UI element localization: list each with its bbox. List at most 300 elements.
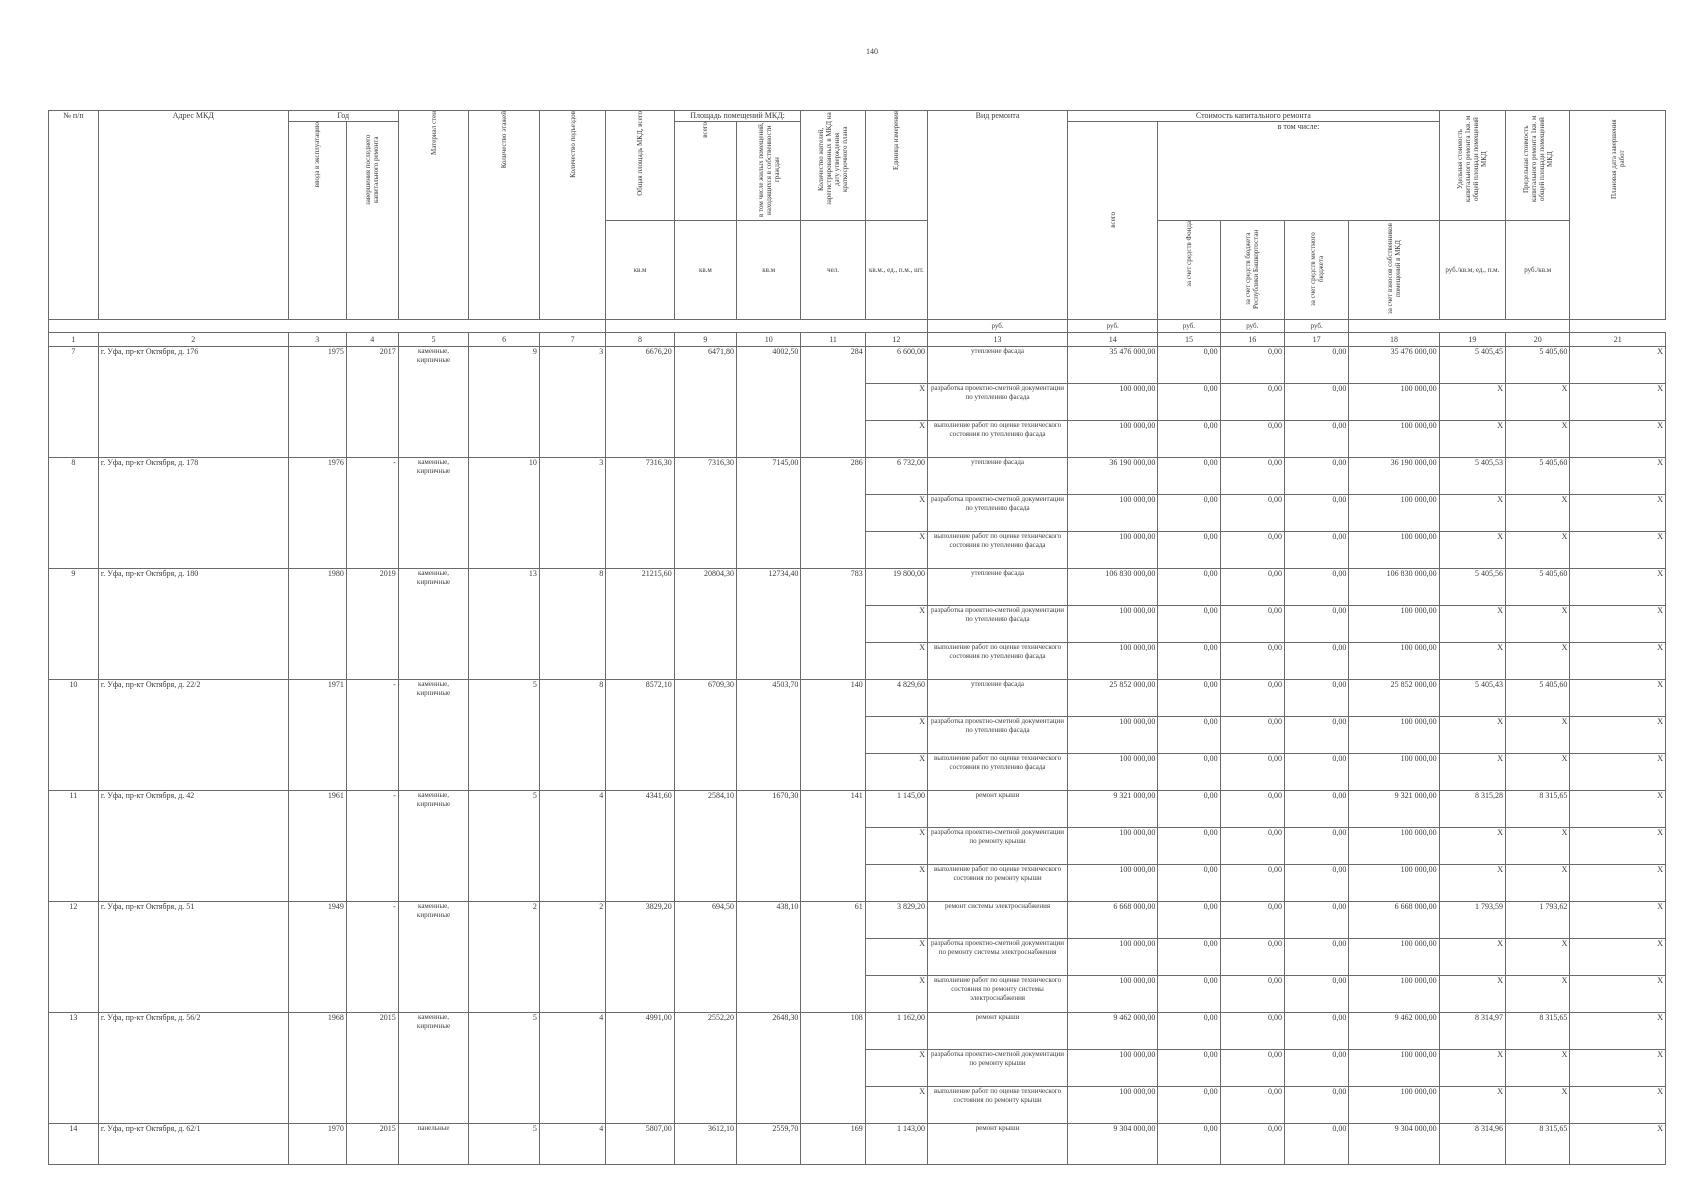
- row-address: г. Уфа, пр-кт Октября, д. 42: [98, 791, 288, 902]
- item-cost-owners: 9 462 000,00: [1349, 1013, 1439, 1050]
- unit-cell: кв.м: [606, 221, 674, 320]
- item-planned-date: X: [1570, 939, 1666, 976]
- header-cost-local: за счет средств местного бюджета: [1284, 221, 1348, 320]
- item-cost-total: 9 304 000,00: [1068, 1124, 1158, 1165]
- header-cost-owners: за счет взносов собственников помещений в МКД: [1349, 221, 1439, 320]
- column-number: 13: [927, 333, 1067, 347]
- item-cost-local: 0,00: [1284, 569, 1348, 606]
- row-number: 11: [49, 791, 99, 902]
- item-cost-total: 6 668 000,00: [1068, 902, 1158, 939]
- item-quantity: X: [865, 1087, 927, 1124]
- item-cost-local: 0,00: [1284, 828, 1348, 865]
- column-number: 12: [865, 333, 927, 347]
- item-planned-date: X: [1570, 347, 1666, 384]
- row-area-residential: 2648,30: [737, 1013, 801, 1124]
- item-unit-cost: X: [1439, 421, 1505, 458]
- row-total-area: 3829,20: [606, 902, 674, 1013]
- row-floors: 5: [469, 1124, 540, 1165]
- unit-cell: чел.: [801, 221, 865, 320]
- item-planned-date: X: [1570, 754, 1666, 791]
- item-max-cost: X: [1506, 606, 1570, 643]
- row-area-total: 694,50: [674, 902, 736, 1013]
- item-cost-local: 0,00: [1284, 939, 1348, 976]
- item-cost-local: 0,00: [1284, 902, 1348, 939]
- header-year-commission: ввода в эксплуатацию: [288, 122, 346, 320]
- table-row: [49, 1013, 1666, 1050]
- item-unit-cost: X: [1439, 754, 1505, 791]
- header-cost-republic: за счет средств бюджета Республики Башкортостан: [1220, 221, 1284, 320]
- item-cost-local: 0,00: [1284, 643, 1348, 680]
- item-planned-date: X: [1570, 458, 1666, 495]
- item-repair-type: утепление фасада: [927, 347, 1067, 384]
- row-year-commission: 1975: [288, 347, 346, 458]
- item-cost-total: 100 000,00: [1068, 532, 1158, 569]
- column-number: 10: [737, 333, 801, 347]
- table-row: [49, 791, 1666, 828]
- item-unit-cost: X: [1439, 606, 1505, 643]
- item-unit-cost: 5 405,53: [1439, 458, 1505, 495]
- item-cost-local: 0,00: [1284, 1013, 1348, 1050]
- column-number: 7: [539, 333, 605, 347]
- item-cost-total: 100 000,00: [1068, 606, 1158, 643]
- item-max-cost: X: [1506, 865, 1570, 902]
- item-cost-total: 100 000,00: [1068, 1087, 1158, 1124]
- unit-cell: кв.м: [737, 221, 801, 320]
- item-cost-local: 0,00: [1284, 865, 1348, 902]
- row-wall-material: каменные, кирпичные: [398, 1013, 469, 1124]
- item-planned-date: X: [1570, 569, 1666, 606]
- item-quantity: 1 162,00: [865, 1013, 927, 1050]
- item-repair-type: ремонт крыши: [927, 1013, 1067, 1050]
- row-area-total: 6471,80: [674, 347, 736, 458]
- header-max-cost: Предельная стоимость капитального ремонта 1кв. м общей площади помещений МКД: [1506, 111, 1570, 221]
- item-quantity: X: [865, 1050, 927, 1087]
- item-unit-cost: X: [1439, 532, 1505, 569]
- item-repair-type: разработка проектно-сметной документации по утеплению фасада: [927, 717, 1067, 754]
- item-cost-local: 0,00: [1284, 532, 1348, 569]
- row-year-commission: 1976: [288, 458, 346, 569]
- row-floors: 10: [469, 458, 540, 569]
- row-year-last-repair: 2017: [346, 347, 398, 458]
- item-quantity: X: [865, 865, 927, 902]
- item-planned-date: X: [1570, 680, 1666, 717]
- row-floors: 2: [469, 902, 540, 1013]
- item-repair-type: утепление фасада: [927, 458, 1067, 495]
- column-number: 15: [1158, 333, 1220, 347]
- item-cost-republic: 0,00: [1220, 384, 1284, 421]
- row-year-last-repair: 2019: [346, 569, 398, 680]
- item-cost-republic: 0,00: [1220, 643, 1284, 680]
- item-planned-date: X: [1570, 976, 1666, 1013]
- column-number: 3: [288, 333, 346, 347]
- item-planned-date: X: [1570, 791, 1666, 828]
- item-max-cost: X: [1506, 1050, 1570, 1087]
- column-number: 18: [1349, 333, 1439, 347]
- item-unit-cost: 8 314,97: [1439, 1013, 1505, 1050]
- row-total-area: 21215,60: [606, 569, 674, 680]
- item-cost-republic: 0,00: [1220, 865, 1284, 902]
- item-cost-republic: 0,00: [1220, 458, 1284, 495]
- row-total-area: 7316,30: [606, 458, 674, 569]
- item-cost-local: 0,00: [1284, 976, 1348, 1013]
- item-cost-owners: 100 000,00: [1349, 976, 1439, 1013]
- table-row: [49, 458, 1666, 495]
- item-cost-fund: 0,00: [1158, 532, 1220, 569]
- row-entrances: 4: [539, 791, 605, 902]
- item-quantity: X: [865, 643, 927, 680]
- item-cost-republic: 0,00: [1220, 828, 1284, 865]
- table-body: [49, 347, 1666, 1165]
- item-cost-total: 35 476 000,00: [1068, 347, 1158, 384]
- item-repair-type: ремонт крыши: [927, 791, 1067, 828]
- item-cost-owners: 9 304 000,00: [1349, 1124, 1439, 1165]
- item-max-cost: 5 405,60: [1506, 458, 1570, 495]
- item-cost-owners: 100 000,00: [1349, 643, 1439, 680]
- row-area-total: 7316,30: [674, 458, 736, 569]
- table-row: [49, 347, 1666, 384]
- row-entrances: 8: [539, 569, 605, 680]
- unit-cell: руб.: [1284, 320, 1348, 333]
- item-cost-fund: 0,00: [1158, 1013, 1220, 1050]
- row-wall-material: каменные, кирпичные: [398, 680, 469, 791]
- column-number: 19: [1439, 333, 1505, 347]
- unit-cell: кв.м: [674, 221, 736, 320]
- item-max-cost: X: [1506, 495, 1570, 532]
- row-area-total: 2552,20: [674, 1013, 736, 1124]
- row-total-area: 5807,00: [606, 1124, 674, 1165]
- item-quantity: X: [865, 828, 927, 865]
- row-area-residential: 12734,40: [737, 569, 801, 680]
- row-total-area: 4341,60: [606, 791, 674, 902]
- item-cost-fund: 0,00: [1158, 1050, 1220, 1087]
- item-max-cost: X: [1506, 976, 1570, 1013]
- unit-cell: кв.м., ед., п.м., шт.: [865, 221, 927, 320]
- item-cost-republic: 0,00: [1220, 347, 1284, 384]
- column-number: 11: [801, 333, 865, 347]
- item-cost-fund: 0,00: [1158, 791, 1220, 828]
- header-num: № п/п: [49, 111, 99, 320]
- item-cost-total: 36 190 000,00: [1068, 458, 1158, 495]
- table-header: [49, 111, 1666, 347]
- item-cost-owners: 100 000,00: [1349, 1087, 1439, 1124]
- item-cost-fund: 0,00: [1158, 384, 1220, 421]
- header-total-area: Общая площадь МКД, всего: [606, 111, 674, 221]
- row-year-last-repair: -: [346, 902, 398, 1013]
- row-total-area: 6676,20: [606, 347, 674, 458]
- row-area-total: 6709,30: [674, 680, 736, 791]
- row-wall-material: каменные, кирпичные: [398, 791, 469, 902]
- item-max-cost: X: [1506, 717, 1570, 754]
- item-cost-fund: 0,00: [1158, 865, 1220, 902]
- item-planned-date: X: [1570, 1050, 1666, 1087]
- item-cost-owners: 100 000,00: [1349, 717, 1439, 754]
- item-repair-type: выполнение работ по оценке технического состояния по утеплению фасада: [927, 754, 1067, 791]
- item-repair-type: разработка проектно-сметной документации по ремонту крыши: [927, 828, 1067, 865]
- item-cost-republic: 0,00: [1220, 939, 1284, 976]
- row-residents: 169: [801, 1124, 865, 1165]
- item-cost-owners: 35 476 000,00: [1349, 347, 1439, 384]
- item-quantity: 6 600,00: [865, 347, 927, 384]
- row-year-commission: 1970: [288, 1124, 346, 1165]
- item-cost-fund: 0,00: [1158, 1087, 1220, 1124]
- header-repair-type: Вид ремонта: [927, 111, 1067, 320]
- item-cost-total: 9 321 000,00: [1068, 791, 1158, 828]
- item-max-cost: 8 315,65: [1506, 1124, 1570, 1165]
- row-area-residential: 438,10: [737, 902, 801, 1013]
- item-cost-local: 0,00: [1284, 680, 1348, 717]
- item-quantity: 1 145,00: [865, 791, 927, 828]
- column-number: 1: [49, 333, 99, 347]
- item-planned-date: X: [1570, 1087, 1666, 1124]
- row-year-last-repair: 2015: [346, 1013, 398, 1124]
- row-number: 7: [49, 347, 99, 458]
- row-area-total: 2584,10: [674, 791, 736, 902]
- item-cost-fund: 0,00: [1158, 828, 1220, 865]
- item-cost-local: 0,00: [1284, 347, 1348, 384]
- item-cost-total: 100 000,00: [1068, 421, 1158, 458]
- item-cost-local: 0,00: [1284, 754, 1348, 791]
- item-max-cost: X: [1506, 532, 1570, 569]
- item-unit-cost: X: [1439, 976, 1505, 1013]
- item-cost-total: 9 462 000,00: [1068, 1013, 1158, 1050]
- item-cost-republic: 0,00: [1220, 1050, 1284, 1087]
- item-planned-date: X: [1570, 384, 1666, 421]
- row-entrances: 3: [539, 347, 605, 458]
- row-floors: 5: [469, 680, 540, 791]
- item-max-cost: X: [1506, 754, 1570, 791]
- item-cost-owners: 100 000,00: [1349, 865, 1439, 902]
- item-unit-cost: X: [1439, 828, 1505, 865]
- row-entrances: 3: [539, 458, 605, 569]
- item-unit-cost: 5 405,45: [1439, 347, 1505, 384]
- item-planned-date: X: [1570, 532, 1666, 569]
- item-repair-type: утепление фасада: [927, 569, 1067, 606]
- item-unit-cost: X: [1439, 1050, 1505, 1087]
- item-quantity: X: [865, 754, 927, 791]
- item-cost-fund: 0,00: [1158, 1124, 1220, 1165]
- column-number: 21: [1570, 333, 1666, 347]
- row-number: 9: [49, 569, 99, 680]
- item-max-cost: 8 315,65: [1506, 791, 1570, 828]
- row-address: г. Уфа, пр-кт Октября, д. 176: [98, 347, 288, 458]
- row-residents: 108: [801, 1013, 865, 1124]
- item-max-cost: X: [1506, 939, 1570, 976]
- item-cost-owners: 100 000,00: [1349, 606, 1439, 643]
- item-repair-type: ремонт крыши: [927, 1124, 1067, 1165]
- item-cost-owners: 100 000,00: [1349, 828, 1439, 865]
- header-year-group: Год: [288, 111, 398, 122]
- item-repair-type: разработка проектно-сметной документации по ремонту системы электроснабжения: [927, 939, 1067, 976]
- row-number: 14: [49, 1124, 99, 1165]
- table-row: [49, 1124, 1666, 1165]
- row-area-residential: 7145,00: [737, 458, 801, 569]
- item-cost-owners: 100 000,00: [1349, 421, 1439, 458]
- header-unit-measure: Единица измерения: [865, 111, 927, 221]
- item-max-cost: 8 315,65: [1506, 1013, 1570, 1050]
- row-number: 13: [49, 1013, 99, 1124]
- item-cost-republic: 0,00: [1220, 976, 1284, 1013]
- item-cost-fund: 0,00: [1158, 717, 1220, 754]
- item-cost-owners: 100 000,00: [1349, 754, 1439, 791]
- item-cost-local: 0,00: [1284, 384, 1348, 421]
- item-cost-local: 0,00: [1284, 1124, 1348, 1165]
- item-cost-republic: 0,00: [1220, 606, 1284, 643]
- row-floors: 13: [469, 569, 540, 680]
- item-quantity: 6 732,00: [865, 458, 927, 495]
- item-repair-type: разработка проектно-сметной документации по утеплению фасада: [927, 384, 1067, 421]
- item-quantity: X: [865, 606, 927, 643]
- item-planned-date: X: [1570, 495, 1666, 532]
- row-address: г. Уфа, пр-кт Октября, д. 178: [98, 458, 288, 569]
- header-wall-material: Материал стен: [398, 111, 469, 320]
- table-row: [49, 902, 1666, 939]
- row-address: г. Уфа, пр-кт Октября, д. 62/1: [98, 1124, 288, 1165]
- item-unit-cost: X: [1439, 717, 1505, 754]
- item-max-cost: 1 793,62: [1506, 902, 1570, 939]
- capital-repair-table: [48, 110, 1666, 1165]
- unit-cell: руб.: [1158, 320, 1220, 333]
- row-floors: 9: [469, 347, 540, 458]
- item-cost-total: 25 852 000,00: [1068, 680, 1158, 717]
- item-cost-total: 100 000,00: [1068, 643, 1158, 680]
- unit-cell: руб.: [1068, 320, 1158, 333]
- item-cost-total: 100 000,00: [1068, 828, 1158, 865]
- item-quantity: 1 143,00: [865, 1124, 927, 1165]
- item-cost-total: 106 830 000,00: [1068, 569, 1158, 606]
- header-cost-fund: за счет средств Фонда: [1158, 221, 1220, 320]
- item-cost-total: 100 000,00: [1068, 1050, 1158, 1087]
- item-cost-republic: 0,00: [1220, 1013, 1284, 1050]
- item-cost-total: 100 000,00: [1068, 976, 1158, 1013]
- row-year-commission: 1980: [288, 569, 346, 680]
- row-year-commission: 1968: [288, 1013, 346, 1124]
- column-number: 17: [1284, 333, 1348, 347]
- row-number: 8: [49, 458, 99, 569]
- item-cost-owners: 9 321 000,00: [1349, 791, 1439, 828]
- item-repair-type: разработка проектно-сметной документации по утеплению фасада: [927, 606, 1067, 643]
- item-planned-date: X: [1570, 828, 1666, 865]
- item-cost-owners: 25 852 000,00: [1349, 680, 1439, 717]
- item-cost-owners: 100 000,00: [1349, 495, 1439, 532]
- item-cost-republic: 0,00: [1220, 421, 1284, 458]
- header-cost-group: Стоимость капитального ремонта: [1068, 111, 1440, 122]
- row-residents: 61: [801, 902, 865, 1013]
- item-quantity: X: [865, 532, 927, 569]
- item-cost-fund: 0,00: [1158, 976, 1220, 1013]
- item-cost-total: 100 000,00: [1068, 754, 1158, 791]
- row-address: г. Уфа, пр-кт Октября, д. 56/2: [98, 1013, 288, 1124]
- item-cost-local: 0,00: [1284, 458, 1348, 495]
- row-year-last-repair: 2015: [346, 1124, 398, 1165]
- item-max-cost: 5 405,60: [1506, 680, 1570, 717]
- item-quantity: 4 829,60: [865, 680, 927, 717]
- row-residents: 286: [801, 458, 865, 569]
- item-max-cost: 5 405,60: [1506, 569, 1570, 606]
- item-cost-local: 0,00: [1284, 421, 1348, 458]
- unit-cell: руб.: [1220, 320, 1284, 333]
- item-repair-type: выполнение работ по оценке технического состояния по ремонту крыши: [927, 1087, 1067, 1124]
- item-repair-type: выполнение работ по оценке технического состояния по утеплению фасада: [927, 643, 1067, 680]
- item-max-cost: X: [1506, 1087, 1570, 1124]
- row-area-total: 3612,10: [674, 1124, 736, 1165]
- row-total-area: 4991,00: [606, 1013, 674, 1124]
- item-planned-date: X: [1570, 865, 1666, 902]
- column-numbers-row: [49, 333, 1666, 347]
- item-unit-cost: 8 314,96: [1439, 1124, 1505, 1165]
- item-cost-republic: 0,00: [1220, 717, 1284, 754]
- column-number: 6: [469, 333, 540, 347]
- row-wall-material: каменные, кирпичные: [398, 902, 469, 1013]
- item-quantity: 3 829,20: [865, 902, 927, 939]
- item-unit-cost: 1 793,59: [1439, 902, 1505, 939]
- item-repair-type: выполнение работ по оценке технического состояния по утеплению фасада: [927, 421, 1067, 458]
- item-cost-fund: 0,00: [1158, 939, 1220, 976]
- header-cost-incl: в том числе:: [1158, 122, 1439, 221]
- item-cost-republic: 0,00: [1220, 1087, 1284, 1124]
- item-repair-type: разработка проектно-сметной документации по утеплению фасада: [927, 495, 1067, 532]
- item-cost-local: 0,00: [1284, 606, 1348, 643]
- item-planned-date: X: [1570, 606, 1666, 643]
- row-floors: 5: [469, 1013, 540, 1124]
- item-quantity: X: [865, 495, 927, 532]
- row-address: г. Уфа, пр-кт Октября, д. 180: [98, 569, 288, 680]
- table-row: [49, 569, 1666, 606]
- item-quantity: X: [865, 717, 927, 754]
- item-cost-owners: 100 000,00: [1349, 384, 1439, 421]
- item-max-cost: X: [1506, 384, 1570, 421]
- column-number: 4: [346, 333, 398, 347]
- item-cost-fund: 0,00: [1158, 495, 1220, 532]
- item-planned-date: X: [1570, 421, 1666, 458]
- item-repair-type: выполнение работ по оценке технического состояния по ремонту системы электроснабжения: [927, 976, 1067, 1013]
- item-cost-local: 0,00: [1284, 717, 1348, 754]
- row-area-total: 20804,30: [674, 569, 736, 680]
- item-cost-owners: 100 000,00: [1349, 532, 1439, 569]
- row-floors: 5: [469, 791, 540, 902]
- item-cost-fund: 0,00: [1158, 680, 1220, 717]
- header-residents: Количество жителей, зарегистрированных в МКД на дату утверждения краткосрочного плана: [801, 111, 865, 221]
- item-unit-cost: X: [1439, 643, 1505, 680]
- row-year-last-repair: -: [346, 791, 398, 902]
- column-number: 9: [674, 333, 736, 347]
- item-cost-fund: 0,00: [1158, 347, 1220, 384]
- row-year-last-repair: -: [346, 680, 398, 791]
- row-area-residential: 4503,70: [737, 680, 801, 791]
- row-number: 12: [49, 902, 99, 1013]
- item-unit-cost: X: [1439, 1087, 1505, 1124]
- item-planned-date: X: [1570, 1013, 1666, 1050]
- column-number: 20: [1506, 333, 1570, 347]
- item-cost-owners: 106 830 000,00: [1349, 569, 1439, 606]
- header-unit-cost: Удельная стоимость капитального ремонта 1кв. м общей площади помещений МКД: [1439, 111, 1505, 221]
- item-cost-fund: 0,00: [1158, 902, 1220, 939]
- item-repair-type: выполнение работ по оценке технического состояния по ремонту крыши: [927, 865, 1067, 902]
- header-entrances: Количество подъездов: [539, 111, 605, 320]
- row-wall-material: каменные, кирпичные: [398, 458, 469, 569]
- item-repair-type: ремонт системы электроснабжения: [927, 902, 1067, 939]
- unit-cell: руб.: [927, 320, 1067, 333]
- item-cost-owners: 6 668 000,00: [1349, 902, 1439, 939]
- row-year-commission: 1971: [288, 680, 346, 791]
- item-cost-fund: 0,00: [1158, 606, 1220, 643]
- item-cost-fund: 0,00: [1158, 569, 1220, 606]
- item-cost-total: 100 000,00: [1068, 717, 1158, 754]
- item-unit-cost: 5 405,56: [1439, 569, 1505, 606]
- row-residents: 284: [801, 347, 865, 458]
- table-row: [49, 680, 1666, 717]
- item-cost-owners: 100 000,00: [1349, 1050, 1439, 1087]
- item-repair-type: разработка проектно-сметной документации по ремонту крыши: [927, 1050, 1067, 1087]
